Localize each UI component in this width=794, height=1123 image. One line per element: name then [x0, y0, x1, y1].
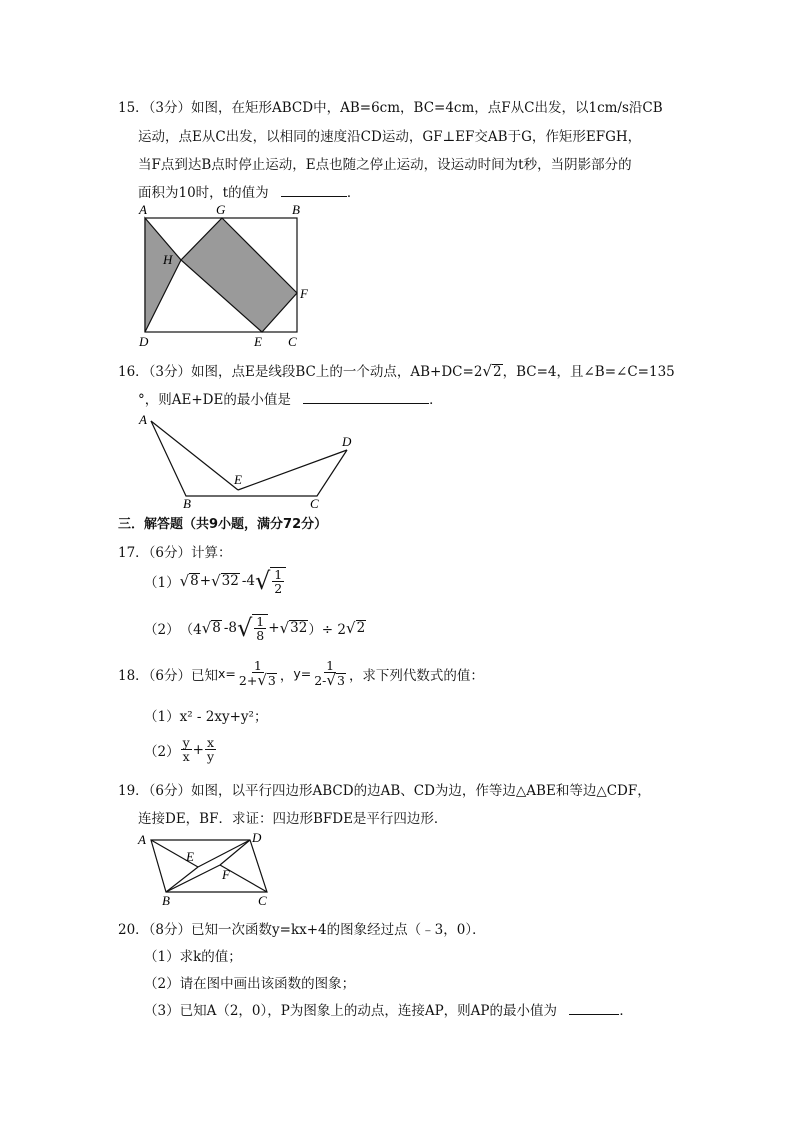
q19-figure: [134, 826, 284, 908]
x-fraction: $\frac{1}{2+√3}$: [238, 658, 276, 690]
label-E: E: [234, 472, 242, 487]
y-fraction: $\frac{1}{2-√3}$: [314, 658, 345, 690]
q15-line-4: 面积为10时，t的值为 ．: [138, 181, 360, 201]
parallelogram-abcd: [151, 840, 267, 892]
q15-line-1: 15．（3分）如图，在矩形ABCD中，AB=6cm，BC=4cm，点F从C出发，以1cm/s沿CB: [118, 100, 663, 116]
polygon-abcd: [151, 421, 347, 496]
label-H: H: [163, 252, 173, 267]
q15-line-3: 当F点到达B点时停止运动，E点也随之停止运动，设运动时间为t秒，当阴影部分的: [138, 157, 632, 173]
q15-answer-blank[interactable]: [281, 182, 347, 197]
label-A: A: [138, 832, 146, 847]
q16-answer-blank[interactable]: [303, 389, 429, 404]
label-G: G: [216, 202, 226, 217]
segment-bf: [166, 865, 220, 892]
label-D: D: [139, 334, 149, 349]
section-3-heading: 三．解答题（共9小题，满分72分）: [118, 517, 328, 532]
q20-answer-blank[interactable]: [569, 1000, 619, 1015]
label-A: A: [139, 412, 147, 427]
segment-df: [220, 840, 250, 865]
label-B: B: [183, 496, 191, 508]
q16-line-2a: °，则AE+DE的最小值是: [138, 392, 291, 408]
shaded-triangle: [145, 218, 181, 332]
segment-be: [166, 867, 198, 892]
q20-line-1: 20．（8分）已知一次函数y=kx+4的图象经过点（﹣3，0）．: [118, 922, 486, 938]
segment-de: [238, 450, 347, 490]
label-C: C: [258, 893, 267, 908]
q18-part-2: （2） $\frac{y}{x}$ + $\frac{x}{y}$: [144, 735, 215, 765]
q16-line-2: °，则AE+DE的最小值是 ．: [138, 388, 443, 408]
q16-line-1a: 16．（3分）如图，点E是线段BC上的一个动点，AB+DC=2: [118, 364, 483, 380]
q18-heading: 18．（6分）已知 x= $\frac{1}{2+√3}$ ， y= $\frac{1}{2-√3}$ ，求下列代数式的值：: [118, 658, 484, 690]
q16-line-1: 16．（3分）如图，点E是线段BC上的一个动点，AB+DC=2√2，BC=4，且∠B=∠C=135: [118, 362, 675, 380]
label-C: C: [310, 496, 319, 508]
q19-line-1: 19．（6分）如图，以平行四边形ABCD的边AB、CD为边，作等边△ABE和等边△CDF，: [118, 783, 651, 799]
label-F: F: [222, 867, 230, 882]
q17-part-1: （1） √ 8 + √ 32 -4 √ $\frac{1}{2}$: [144, 567, 286, 595]
q15-figure: [134, 200, 324, 350]
label-D: D: [252, 830, 262, 845]
q15-line-2: 运动，点E从C出发，以相同的速度沿CD运动，GF⊥EF交AB于G，作矩形EFGH，: [138, 129, 642, 145]
segment-de: [198, 840, 250, 867]
q18-part-1: （1）x² - 2xy+y²；: [144, 709, 268, 725]
label-D: D: [342, 434, 352, 449]
q16-line-1b: ，BC=4，且∠B=∠C=135: [502, 364, 675, 380]
q20-part-2: （2）请在图中画出该函数的图象；: [144, 976, 356, 992]
label-C: C: [288, 334, 297, 349]
label-B: B: [162, 893, 170, 908]
label-F: F: [300, 286, 308, 301]
q20-part-3: （3）已知A（2，0），P为图象上的动点，连接AP，则AP的最小值为 ．: [144, 999, 633, 1019]
label-E: E: [186, 849, 194, 864]
q20-part-1: （1）求k的值；: [144, 949, 242, 965]
q15-line-4-text: 面积为10时，t的值为: [138, 185, 269, 201]
q16-figure: [134, 408, 364, 508]
label-B: B: [292, 202, 300, 217]
q16-root: 2: [492, 364, 502, 380]
shaded-rectangle-efgh: [181, 218, 297, 332]
q17-part-2: （2） （4 √ 8 -8 √ $\frac{1}{8}$ + √ 32 ）÷ 2 √ 2: [144, 614, 366, 644]
q19-line-2: 连接DE，BF．求证：四边形BFDE是平行四边形．: [138, 811, 448, 827]
segment-ae: [151, 421, 238, 490]
label-E: E: [254, 334, 262, 349]
label-A: A: [139, 202, 147, 217]
q17-heading: 17．（6分）计算：: [118, 545, 232, 561]
